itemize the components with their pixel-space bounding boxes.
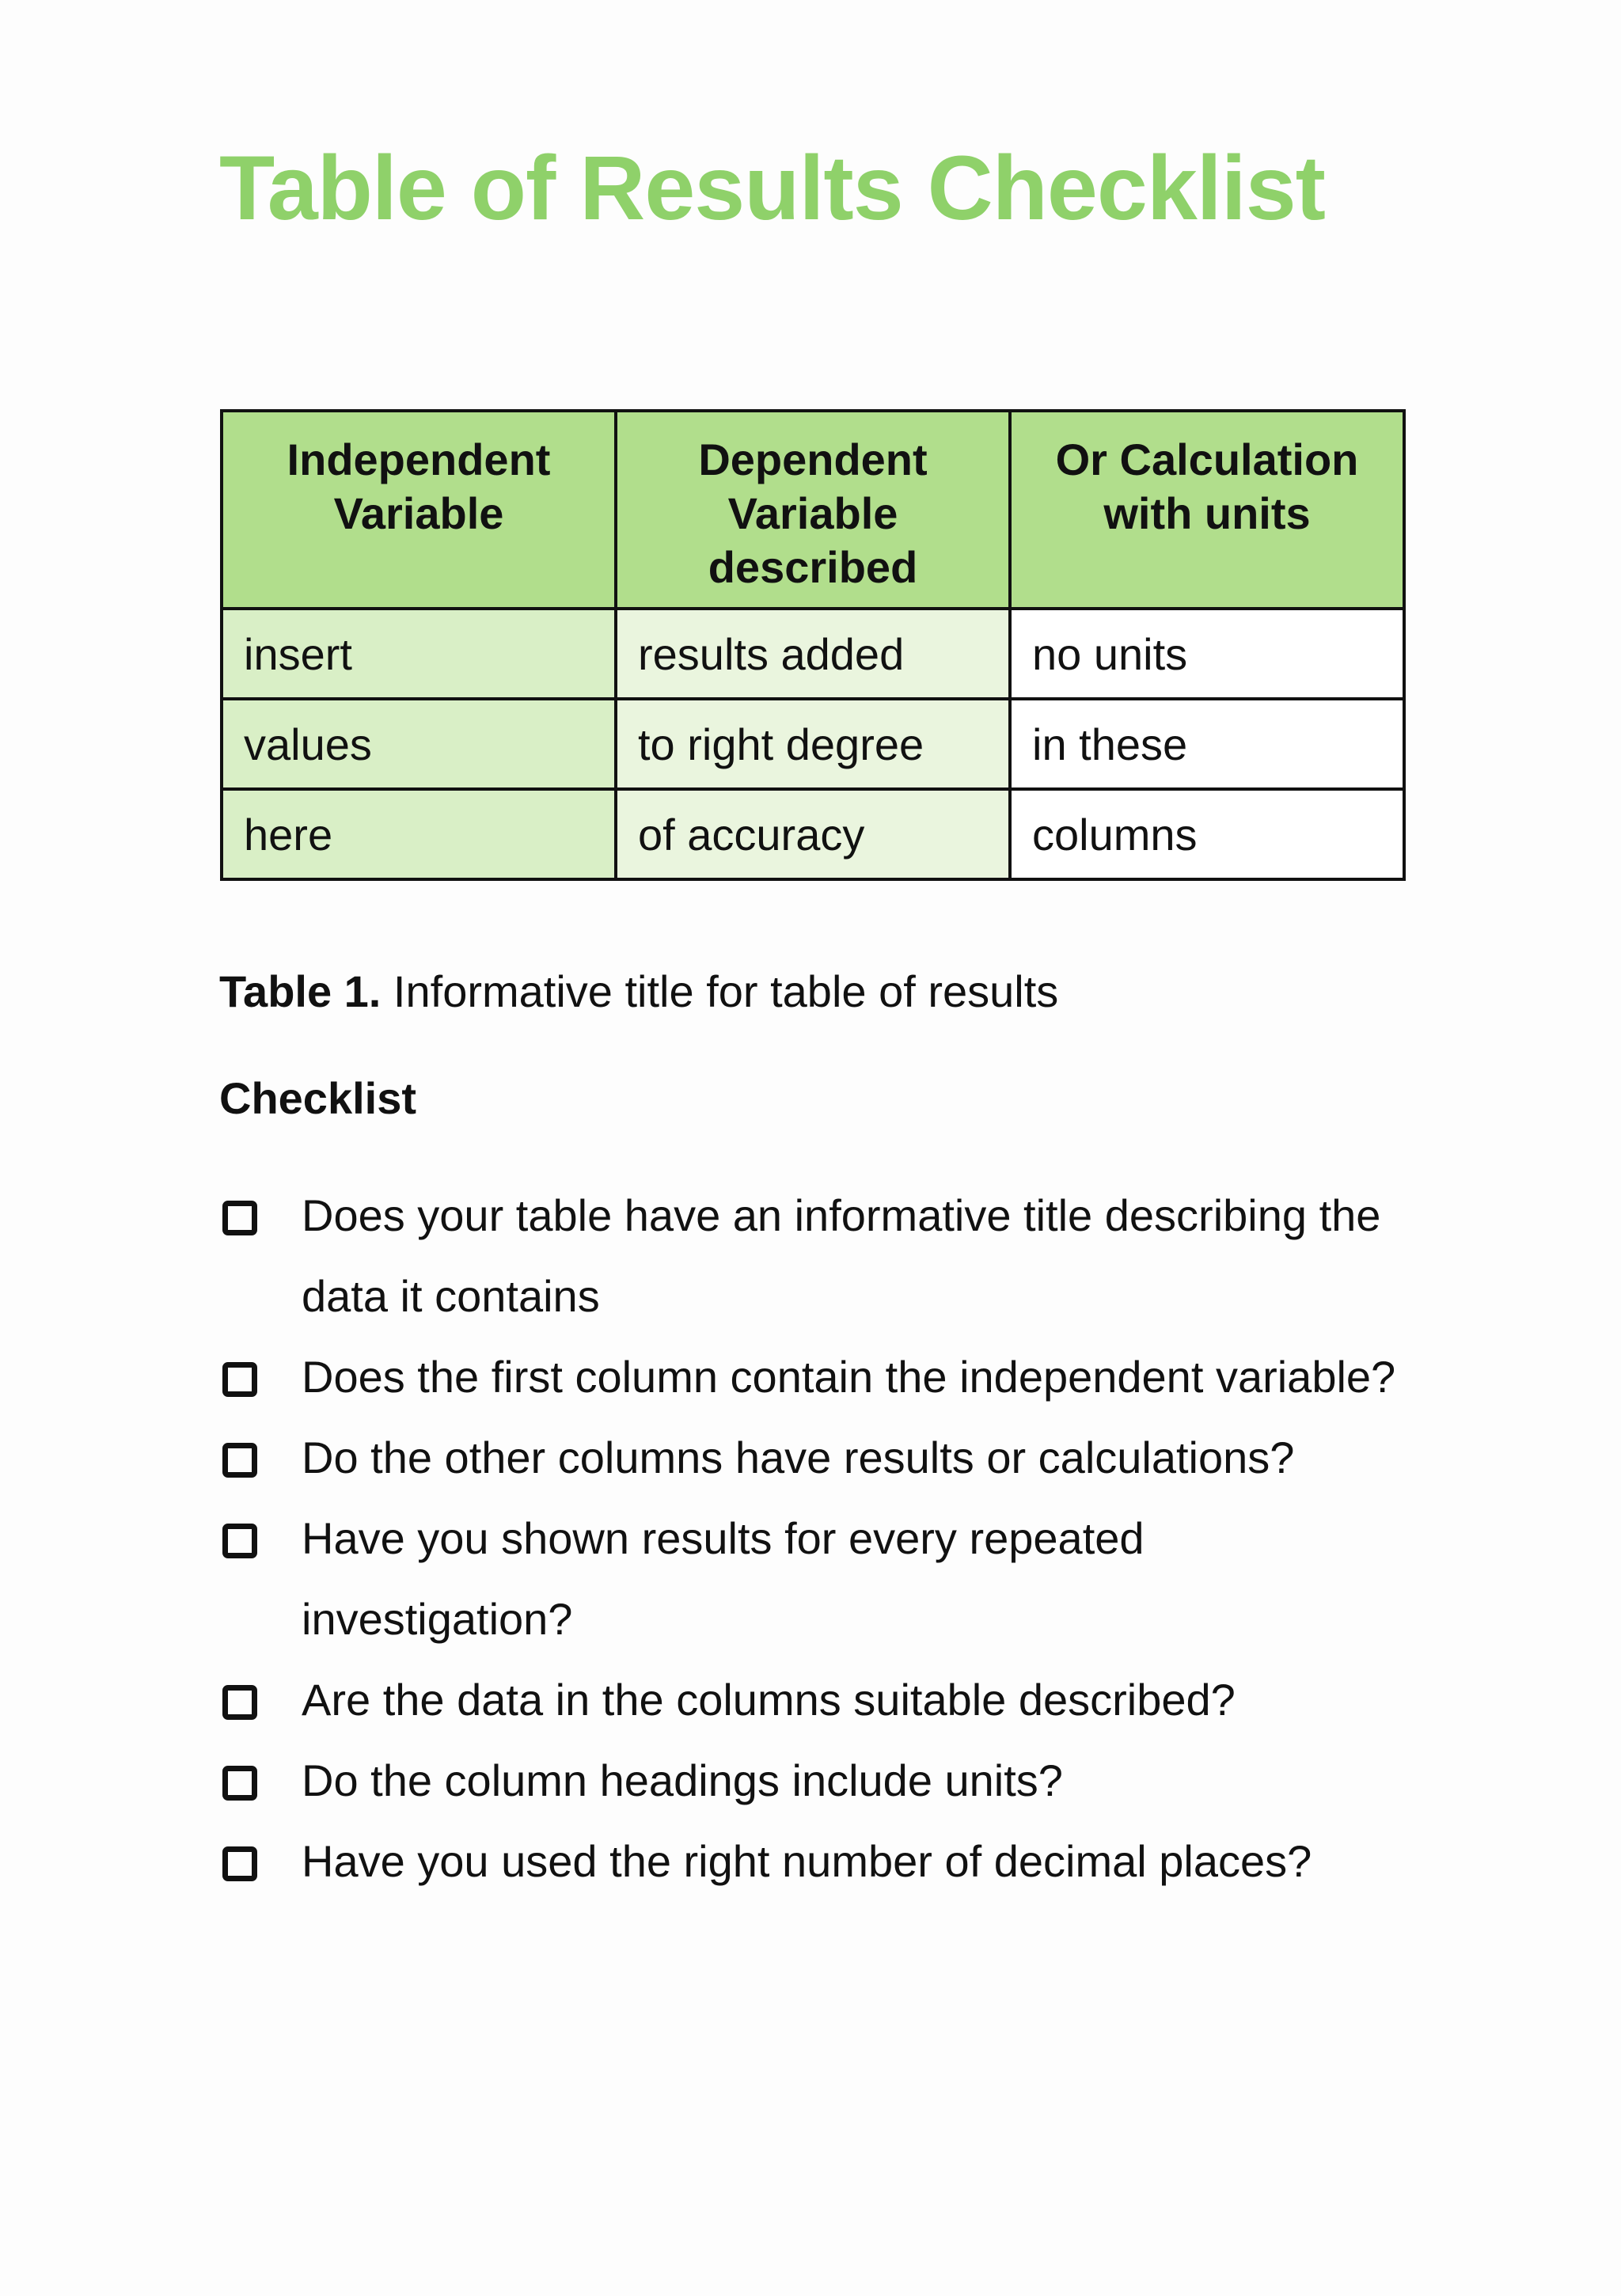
checkbox[interactable] xyxy=(222,1362,257,1397)
checklist-item xyxy=(219,1740,1407,1821)
checklist-item-text: Are the data in the columns suitable described? xyxy=(302,1675,1236,1725)
page-title: Table of Results Checklist xyxy=(219,138,1325,239)
checklist-item xyxy=(219,1821,1407,1902)
checklist-item-text: Does the first column contain the independent variable? xyxy=(302,1352,1396,1402)
table-cell: results added xyxy=(616,609,1010,699)
checklist-item xyxy=(219,1498,1407,1660)
table-header-row xyxy=(222,411,1404,609)
checklist xyxy=(219,1175,1407,1902)
checkbox[interactable] xyxy=(222,1766,257,1801)
table-cell: of accuracy xyxy=(616,789,1010,879)
table-row xyxy=(222,789,1404,879)
checklist-item xyxy=(219,1660,1407,1740)
header-dependent-variable: Dependent Variable described xyxy=(616,411,1010,609)
checklist-item-text: Does your table have an informative title describing the data it contains xyxy=(302,1190,1381,1321)
header-independent-variable: Independent Variable xyxy=(222,411,616,609)
table-cell: here xyxy=(222,789,616,879)
table-caption xyxy=(219,960,1058,1023)
table-cell: in these xyxy=(1010,699,1404,789)
checklist-item-text: Have you shown results for every repeated investigation? xyxy=(302,1513,1145,1644)
table-row xyxy=(222,699,1404,789)
checklist-item xyxy=(219,1337,1407,1417)
results-table xyxy=(220,409,1406,881)
caption-label: Table 1. xyxy=(219,966,382,1016)
checkbox[interactable] xyxy=(222,1201,257,1235)
table-cell: to right degree xyxy=(616,699,1010,789)
checklist-item-text: Do the column headings include units? xyxy=(302,1755,1063,1805)
checkbox[interactable] xyxy=(222,1846,257,1881)
table-cell: values xyxy=(222,699,616,789)
checkbox[interactable] xyxy=(222,1443,257,1478)
checklist-item xyxy=(219,1417,1407,1498)
table-cell: no units xyxy=(1010,609,1404,699)
caption-text: Informative title for table of results xyxy=(381,966,1059,1016)
checkbox[interactable] xyxy=(222,1524,257,1558)
checklist-item xyxy=(219,1175,1407,1337)
checklist-heading: Checklist xyxy=(219,1073,416,1123)
header-calculation-units: Or Calculation with units xyxy=(1010,411,1404,609)
checklist-item-text: Do the other columns have results or calculations? xyxy=(302,1433,1295,1482)
checkbox[interactable] xyxy=(222,1685,257,1720)
checklist-item-text: Have you used the right number of decimal places? xyxy=(302,1836,1312,1886)
table-row xyxy=(222,609,1404,699)
table-cell: columns xyxy=(1010,789,1404,879)
table-cell: insert xyxy=(222,609,616,699)
